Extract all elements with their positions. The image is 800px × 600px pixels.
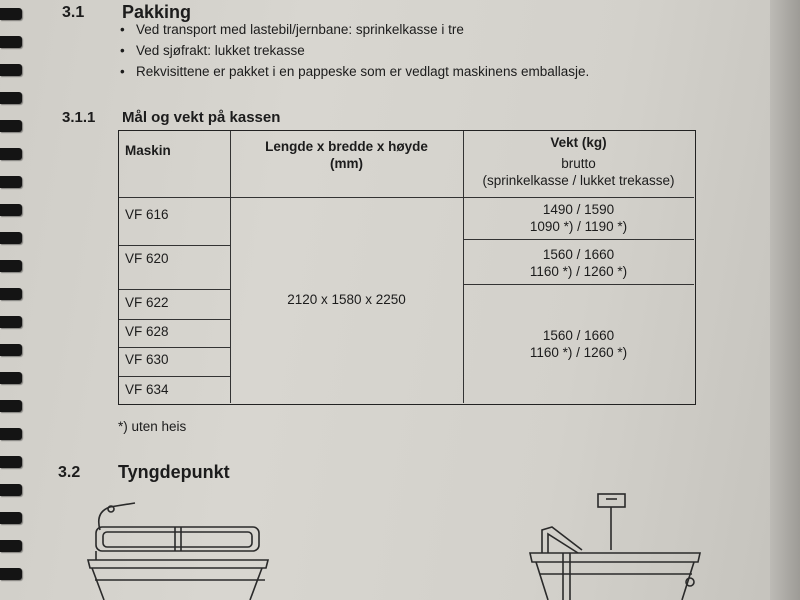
weight-line: 1560 / 1660 — [542, 247, 615, 262]
header-weight-gross: brutto — [561, 156, 596, 171]
machine-name: VF 622 — [125, 295, 169, 310]
machine-name: VF 620 — [125, 251, 169, 266]
machine-name: VF 616 — [125, 207, 169, 222]
section-title: Pakking — [122, 2, 192, 22]
section-number: 3.1 — [62, 4, 85, 21]
header-dimensions-unit: (mm) — [330, 156, 363, 171]
header-weight-crate-types: (sprinkelkasse / lukket trekasse) — [482, 173, 675, 188]
weight-line: 1160 *) / 1260 *) — [529, 345, 628, 360]
machine-name: VF 634 — [125, 382, 169, 397]
bullet-item: • Rekvisittene er pakket i en pappeske som er vedlagt maskinens emballasje. — [120, 61, 589, 82]
footnote: *) uten heis — [118, 419, 187, 434]
machine-name: VF 630 — [125, 352, 169, 367]
machine-side-view-left — [88, 503, 268, 600]
weight-line: 1560 / 1660 — [542, 328, 615, 343]
weight-line: 1160 *) / 1260 *) — [529, 264, 628, 279]
header-weight: Vekt (kg) — [550, 135, 607, 150]
subsection-number: 3.1.1 — [62, 109, 96, 126]
machine-side-view-right — [530, 494, 700, 600]
crate-dimensions: 2120 x 1580 x 2250 — [287, 292, 406, 307]
section-title: Tyngdepunkt — [118, 462, 230, 482]
bullet-item: • Ved transport med lastebil/jernbane: sprinkelkasse i tre — [120, 19, 589, 40]
subsection-title: Mål og vekt på kassen — [122, 109, 281, 126]
weight-line: 1090 *) / 1190 *) — [529, 219, 628, 234]
weight-line: 1490 / 1590 — [542, 202, 615, 217]
header-machine: Maskin — [125, 143, 171, 158]
bullet-item: • Ved sjøfrakt: lukket trekasse — [120, 40, 589, 61]
machine-name: VF 628 — [125, 324, 169, 339]
header-dimensions: Lengde x bredde x høyde — [265, 139, 428, 154]
section-number: 3.2 — [58, 464, 81, 481]
